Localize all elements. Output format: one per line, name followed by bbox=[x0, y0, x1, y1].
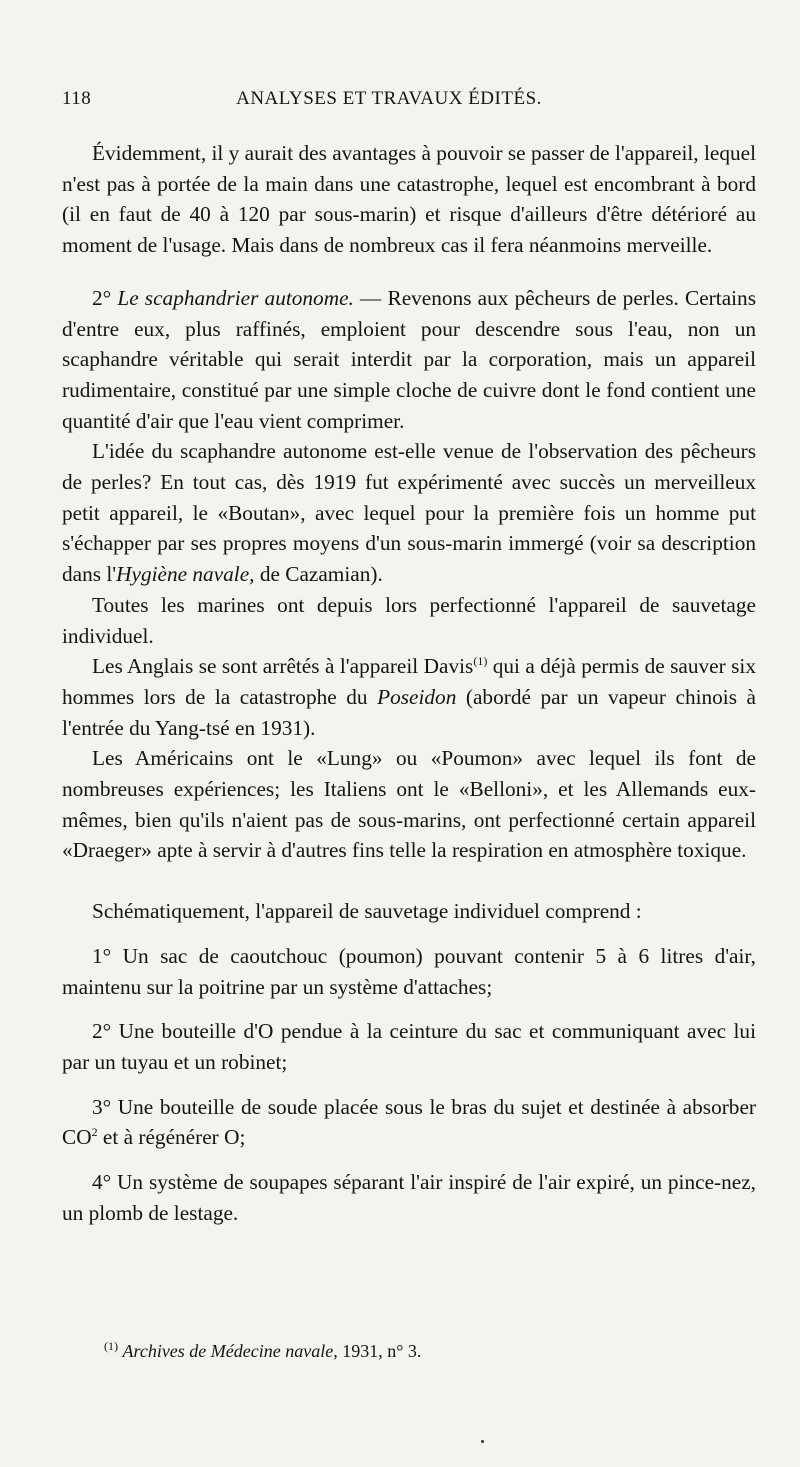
paragraph-text: de Cazamian). bbox=[254, 562, 383, 587]
paragraph: Les Américains ont le «Lung» ou «Poumon» avec lequel ils font de nombreuses expériences; les Italiens ont le «Belloni», et les Allemands eux-mêmes, bien qu'ils n'aient pas de sous-marins, ont perfectionné certain appareil «Draeger» apte à servir à d'autres fins telle la respiration en atmosphère toxique. bbox=[62, 746, 756, 863]
page-number: 118 bbox=[62, 88, 92, 109]
list-item bbox=[62, 1092, 756, 1153]
footnote-reference: (1) bbox=[473, 654, 488, 669]
footnote-source: Archives de Médecine navale, bbox=[122, 1341, 338, 1361]
paragraph-text: qui a déjà permis de sauver six hommes lors de la catastrophe du bbox=[62, 654, 756, 709]
ship-name: Poseidon bbox=[377, 684, 457, 709]
paragraph-text: Les Anglais se sont arrêtés à l'appareil Davis bbox=[92, 654, 474, 679]
paragraph: Toutes les marines ont depuis lors perfectionné l'appareil de sauvetage individuel. bbox=[62, 592, 756, 648]
ink-speck bbox=[481, 1440, 484, 1443]
running-header bbox=[62, 88, 756, 124]
body-text bbox=[62, 138, 756, 1229]
paragraph bbox=[62, 436, 756, 590]
paragraph-section-2 bbox=[62, 283, 756, 437]
page bbox=[62, 88, 757, 1361]
list-item: 1° Un sac de caoutchouc (poumon) pouvant contenir 5 à 6 litres d'air, maintenu sur la poitrine par un système d'attaches; bbox=[62, 943, 756, 999]
footnote-marker: (1) bbox=[104, 1339, 118, 1353]
paragraph-text: L'idée du scaphandre autonome est-elle venue de l'observation des pêcheurs de perles? En tout cas, dès 1919 fut expérimenté avec succès un merveilleux petit appareil, le «Boutan», avec lequel pour la première fois un homme put s'échapper par ses propres moyens d'un sous-marin immergé (voir sa description dans l' bbox=[62, 439, 756, 587]
paragraph bbox=[62, 651, 756, 743]
list-item: 2° Une bouteille d'O pendue à la ceinture du sac et communiquant avec lui par un tuyau et un robinet; bbox=[62, 1019, 756, 1074]
list-item-text: 3° Une bouteille de soude placée sous le bras du sujet et destinée à absorber CO bbox=[62, 1094, 756, 1150]
paragraph: Évidemment, il y aurait des avantages à pouvoir se passer de l'appareil, lequel n'est pas à portée de la main dans une catastrophe, lequel est encombrant à bord (il en faut de 40 à 120 par sous-marin) et risque d'ailleurs d'être détérioré au moment de l'usage. Mais dans de nombreux cas il fera néanmoins merveille. bbox=[62, 141, 756, 258]
list-item-text: et à régénérer O; bbox=[97, 1125, 246, 1150]
paragraph-text: (abordé par un vapeur chinois à l'entrée du Yang-tsé en 1931). bbox=[62, 684, 757, 740]
running-title: ANALYSES ET TRAVAUX ÉDITÉS. bbox=[236, 88, 542, 109]
section-title: Le scaphandrier autonome. bbox=[117, 285, 354, 310]
footnote-text: 1931, n° 3. bbox=[337, 1341, 422, 1361]
equipment-list bbox=[62, 941, 756, 1229]
paragraph: Schématiquement, l'appareil de sauvetage individuel comprend : bbox=[92, 899, 642, 924]
section-number: 2° bbox=[92, 285, 112, 310]
italic-title: Hygiène navale, bbox=[116, 562, 255, 587]
superscript: 2 bbox=[91, 1125, 98, 1140]
list-item: 4° Un système de soupapes séparant l'air inspiré de l'air expiré, un pince-nez, un plomb de lestage. bbox=[62, 1170, 756, 1225]
footnote bbox=[62, 1336, 756, 1367]
paragraph-text: — Revenons aux pêcheurs de perles. Certains d'entre eux, plus raffinés, emploient pour descendre sous l'eau, non un scaphandre véritable qui serait interdit par la corporation, mais un appareil rudimentaire, constitué par une simple cloche de cuivre dont le fond contient une quantité d'air que l'eau vient comprimer. bbox=[62, 285, 756, 433]
